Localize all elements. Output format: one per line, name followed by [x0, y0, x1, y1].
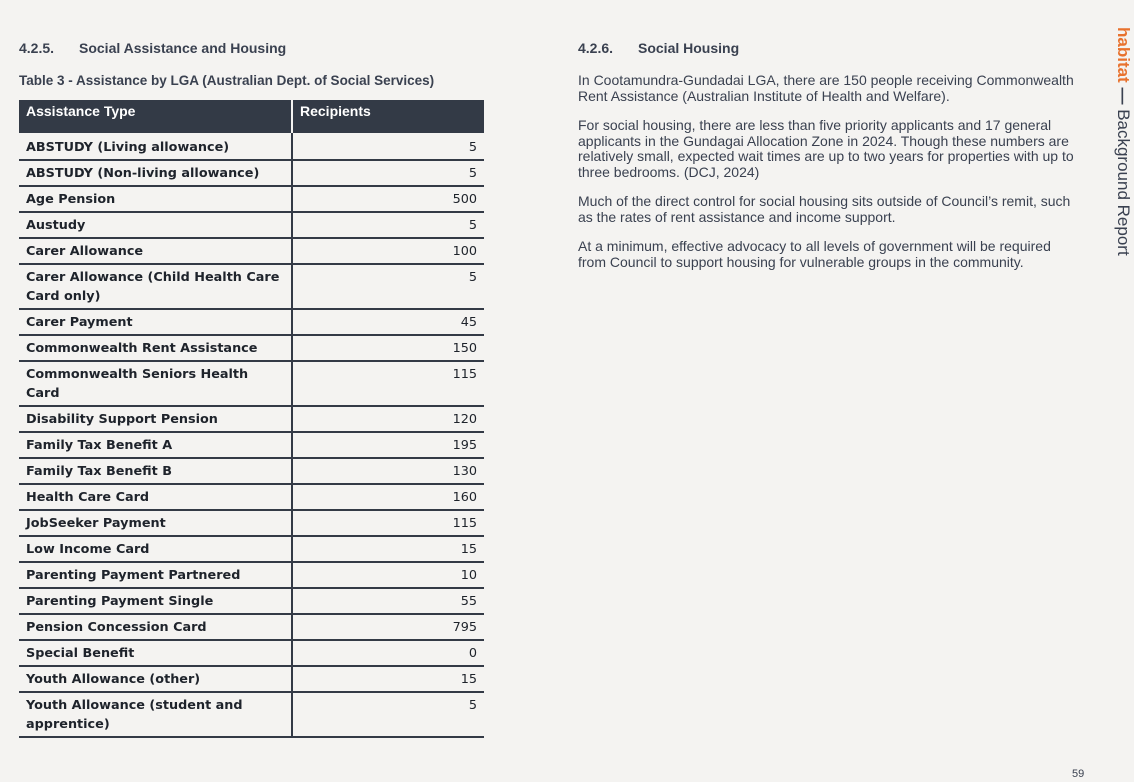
table-row [19, 536, 484, 562]
recipients-cell: 500 [292, 186, 484, 212]
section-heading-4-2-5 [19, 40, 484, 56]
assistance-type-cell: Carer Allowance (Child Health Care Card only) [19, 264, 292, 309]
paragraph: In Cootamundra-Gundadai LGA, there are 150 people receiving Commonwealth Rent Assistance (Australian Institute of Health and Welfare). [578, 72, 1074, 104]
table-row [19, 458, 484, 484]
paragraph: For social housing, there are less than five priority applicants and 17 general applicants in the Gundagai Allocation Zone in 2024. Though these numbers are relatively small, expected wait times are up to two years for properties with up to three bedrooms. (DCJ, 2024) [578, 117, 1074, 180]
table-row [19, 432, 484, 458]
section-heading-4-2-6 [578, 40, 1078, 56]
assistance-type-cell: Parenting Payment Partnered [19, 562, 292, 588]
right-column [578, 40, 1078, 284]
table-row [19, 406, 484, 432]
table-row [19, 160, 484, 186]
recipients-cell: 100 [292, 238, 484, 264]
recipients-cell: 5 [292, 133, 484, 160]
section-number: 4.2.6. [578, 40, 614, 56]
table-row [19, 588, 484, 614]
column-header-assistance-type: Assistance Type [19, 100, 292, 133]
table-row [19, 562, 484, 588]
table-row [19, 238, 484, 264]
recipients-cell: 5 [292, 692, 484, 737]
table-row [19, 133, 484, 160]
column-header-recipients: Recipients [292, 100, 484, 133]
assistance-type-cell: Commonwealth Rent Assistance [19, 335, 292, 361]
recipients-cell: 55 [292, 588, 484, 614]
recipients-cell: 160 [292, 484, 484, 510]
recipients-cell: 130 [292, 458, 484, 484]
page-number: 59 [1072, 768, 1085, 780]
table-row [19, 361, 484, 406]
assistance-type-cell: Age Pension [19, 186, 292, 212]
table-caption: Table 3 - Assistance by LGA (Australian Dept. of Social Services) [19, 73, 435, 88]
recipients-cell: 795 [292, 614, 484, 640]
assistance-type-cell: ABSTUDY (Living allowance) [19, 133, 292, 160]
section-title: Social Assistance and Housing [79, 40, 287, 56]
assistance-table [19, 100, 484, 738]
table-row [19, 186, 484, 212]
assistance-type-cell: Carer Payment [19, 309, 292, 335]
report-title: Background Report [1114, 109, 1133, 256]
assistance-type-cell: Health Care Card [19, 484, 292, 510]
table-row [19, 309, 484, 335]
table-header-row [19, 100, 484, 133]
recipients-cell: 10 [292, 562, 484, 588]
assistance-type-cell: Commonwealth Seniors Health Card [19, 361, 292, 406]
assistance-type-cell: Disability Support Pension [19, 406, 292, 432]
assistance-type-cell: Youth Allowance (student and apprentice) [19, 692, 292, 737]
table-row [19, 335, 484, 361]
paragraph: Much of the direct control for social housing sits outside of Council’s remit, such as the rates of rent assistance and income support. [578, 193, 1071, 225]
recipients-cell: 115 [292, 510, 484, 536]
recipients-cell: 45 [292, 309, 484, 335]
paragraph: At a minimum, effective advocacy to all levels of government will be required from Council to support housing for vulnerable groups in the community. [578, 238, 1051, 270]
assistance-type-cell: ABSTUDY (Non-living allowance) [19, 160, 292, 186]
assistance-type-cell: Austudy [19, 212, 292, 238]
brand-name: habitat [1114, 27, 1133, 83]
assistance-type-cell: Pension Concession Card [19, 614, 292, 640]
section-number: 4.2.5. [19, 40, 55, 56]
recipients-cell: 5 [292, 264, 484, 309]
assistance-type-cell: JobSeeker Payment [19, 510, 292, 536]
section-title: Social Housing [638, 40, 740, 56]
table-row [19, 264, 484, 309]
table-row [19, 614, 484, 640]
table-row [19, 212, 484, 238]
brand-separator: — [1114, 82, 1133, 110]
left-column [19, 40, 484, 738]
table-row [19, 484, 484, 510]
assistance-type-cell: Carer Allowance [19, 238, 292, 264]
table-body [19, 133, 484, 737]
recipients-cell: 5 [292, 160, 484, 186]
assistance-type-cell: Parenting Payment Single [19, 588, 292, 614]
recipients-cell: 150 [292, 335, 484, 361]
recipients-cell: 195 [292, 432, 484, 458]
recipients-cell: 5 [292, 212, 484, 238]
assistance-type-cell: Family Tax Benefit B [19, 458, 292, 484]
table-row [19, 666, 484, 692]
assistance-type-cell: Youth Allowance (other) [19, 666, 292, 692]
recipients-cell: 0 [292, 640, 484, 666]
table-row [19, 692, 484, 737]
side-running-header [1113, 27, 1133, 256]
assistance-type-cell: Low Income Card [19, 536, 292, 562]
table-row [19, 510, 484, 536]
assistance-type-cell: Special Benefit [19, 640, 292, 666]
assistance-type-cell: Family Tax Benefit A [19, 432, 292, 458]
recipients-cell: 120 [292, 406, 484, 432]
recipients-cell: 15 [292, 666, 484, 692]
recipients-cell: 115 [292, 361, 484, 406]
recipients-cell: 15 [292, 536, 484, 562]
table-row [19, 640, 484, 666]
